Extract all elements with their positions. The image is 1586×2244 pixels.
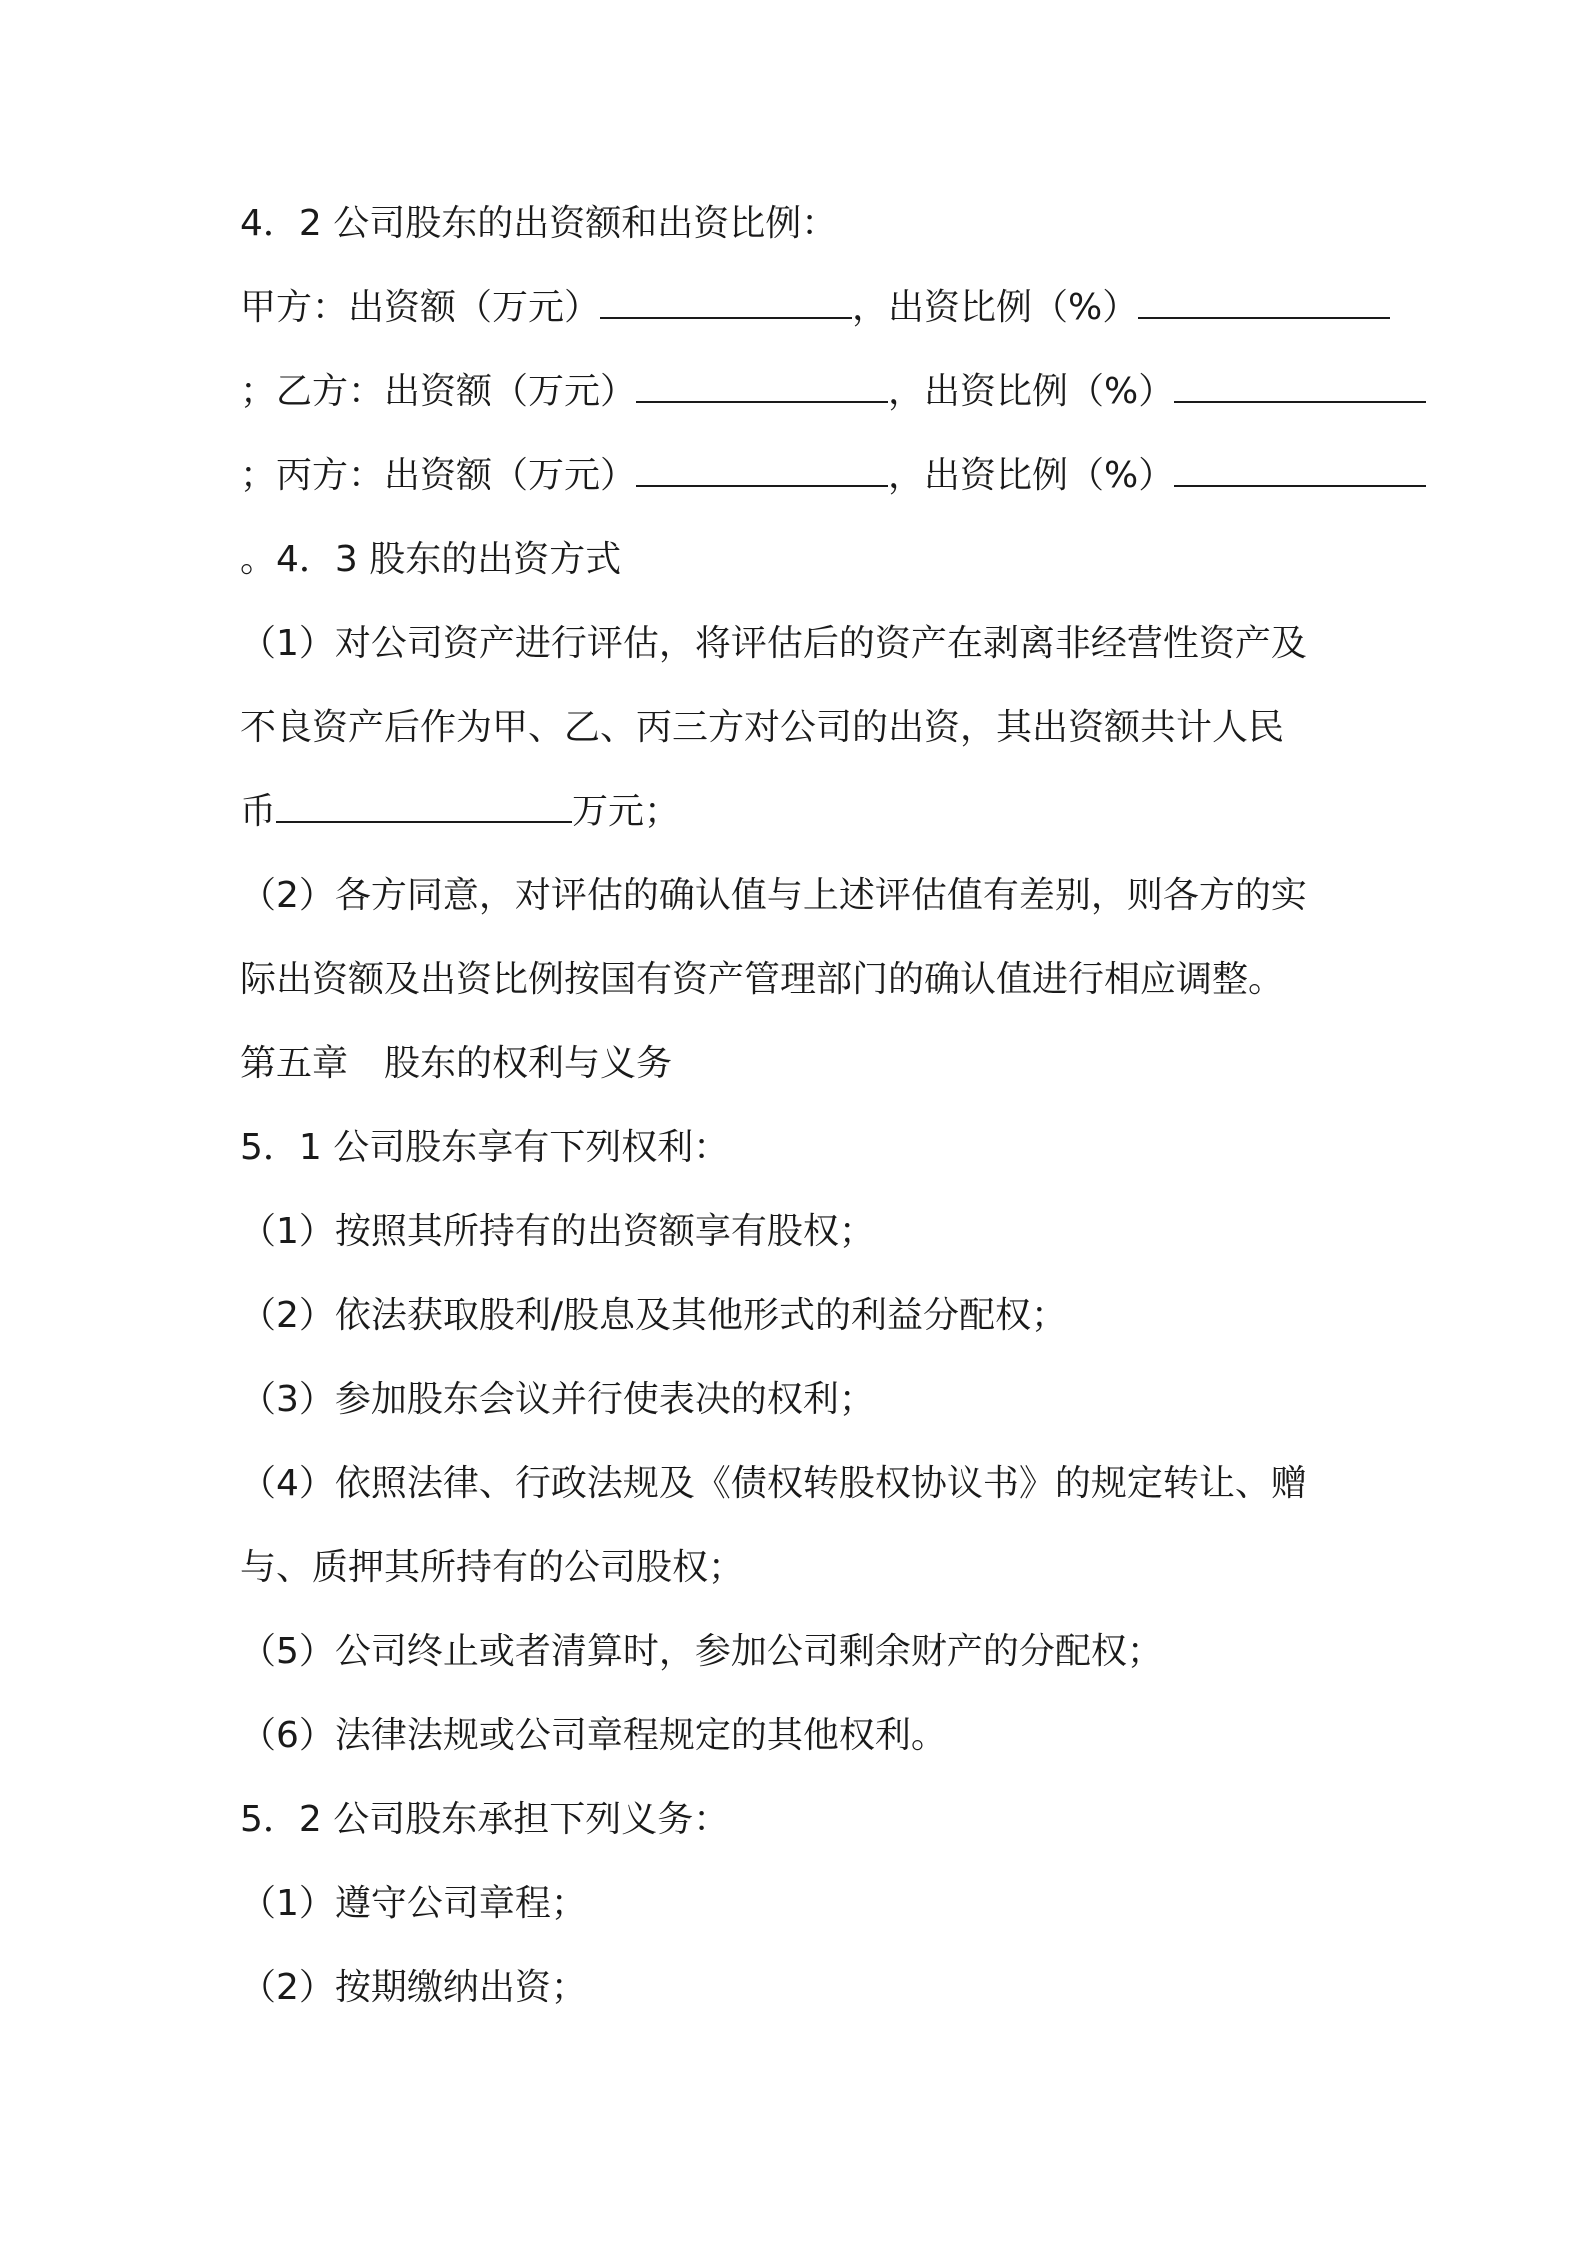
rmb-amount-blank[interactable] [276, 817, 572, 823]
party-b-line [240, 371, 1426, 412]
list-item: （1）按照其所持有的出资额享有股权； [240, 1211, 875, 1252]
party-a-mid: ，出资比例（%） [852, 287, 1139, 328]
section-5-1-heading [240, 1127, 730, 1168]
item-4-3-1-line-3 [240, 791, 681, 832]
section-4-3-heading [240, 539, 622, 580]
party-c-amount-blank[interactable] [636, 481, 888, 487]
item-4-3-1-text-2: 不良资产后作为甲、乙、丙三方对公司的出资，其出资额共计人民 [240, 707, 1285, 748]
list-item: （5）公司终止或者清算时，参加公司剩余财产的分配权； [240, 1631, 1163, 1672]
list-item: （4）依照法律、行政法规及《债权转股权协议书》的规定转让、赠 [240, 1463, 1307, 1504]
section-4-2-heading [240, 203, 838, 244]
section-5-1-item [240, 1547, 745, 1588]
section-5-2-item [240, 1967, 587, 2008]
item-4-3-1-text-1: （1）对公司资产进行评估，将评估后的资产在剥离非经营性资产及 [240, 623, 1307, 664]
party-c-prefix: ；丙方：出资额（万元） [240, 455, 637, 496]
chapter-5-title-text: 第五章 股东的权利与义务 [240, 1043, 673, 1084]
party-a-amount-blank[interactable] [600, 313, 852, 319]
item-4-3-1-text-3-prefix: 币 [240, 791, 277, 832]
item-4-3-2-line-2 [240, 959, 1285, 1000]
party-c-ratio-blank[interactable] [1174, 481, 1426, 487]
item-4-3-1-line-2 [240, 707, 1285, 748]
section-5-1-item [240, 1715, 947, 1756]
list-item: （6）法律法规或公司章程规定的其他权利。 [240, 1715, 947, 1756]
section-5-1-item [240, 1631, 1163, 1672]
item-4-3-2-text-1: （2）各方同意，对评估的确认值与上述评估值有差别，则各方的实 [240, 875, 1307, 916]
item-4-3-2-line-1 [240, 875, 1307, 916]
item-4-3-1-line-1 [240, 623, 1307, 664]
party-c-mid: ，出资比例（%） [888, 455, 1175, 496]
party-c-line [240, 455, 1426, 496]
party-a-line [240, 287, 1390, 328]
list-item: 与、质押其所持有的公司股权； [240, 1547, 745, 1588]
section-4-2-heading-text: 4．2 公司股东的出资额和出资比例： [240, 203, 838, 244]
section-5-1-item [240, 1463, 1307, 1504]
chapter-5-title [240, 1043, 673, 1084]
list-item: （2）按期缴纳出资； [240, 1967, 587, 2008]
list-item: （2）依法获取股利/股息及其他形式的利益分配权； [240, 1295, 1068, 1336]
section-5-2-heading [240, 1799, 730, 1840]
party-a-prefix: 甲方：出资额（万元） [240, 287, 601, 328]
section-4-3-heading-text: 。4．3 股东的出资方式 [240, 539, 622, 580]
section-5-1-item [240, 1211, 875, 1252]
party-b-ratio-blank[interactable] [1174, 397, 1426, 403]
section-5-2-heading-text: 5．2 公司股东承担下列义务： [240, 1799, 730, 1840]
party-b-amount-blank[interactable] [636, 397, 888, 403]
list-item: （1）遵守公司章程； [240, 1883, 587, 1924]
section-5-1-item [240, 1379, 875, 1420]
party-b-mid: ，出资比例（%） [888, 371, 1175, 412]
list-item: （3）参加股东会议并行使表决的权利； [240, 1379, 875, 1420]
section-5-1-item [240, 1295, 1068, 1336]
party-a-ratio-blank[interactable] [1138, 313, 1390, 319]
section-5-1-heading-text: 5．1 公司股东享有下列权利： [240, 1127, 730, 1168]
item-4-3-2-text-2: 际出资额及出资比例按国有资产管理部门的确认值进行相应调整。 [240, 959, 1285, 1000]
item-4-3-1-text-3-suffix: 万元； [572, 791, 681, 832]
party-b-prefix: ；乙方：出资额（万元） [240, 371, 637, 412]
section-5-2-item [240, 1883, 587, 1924]
